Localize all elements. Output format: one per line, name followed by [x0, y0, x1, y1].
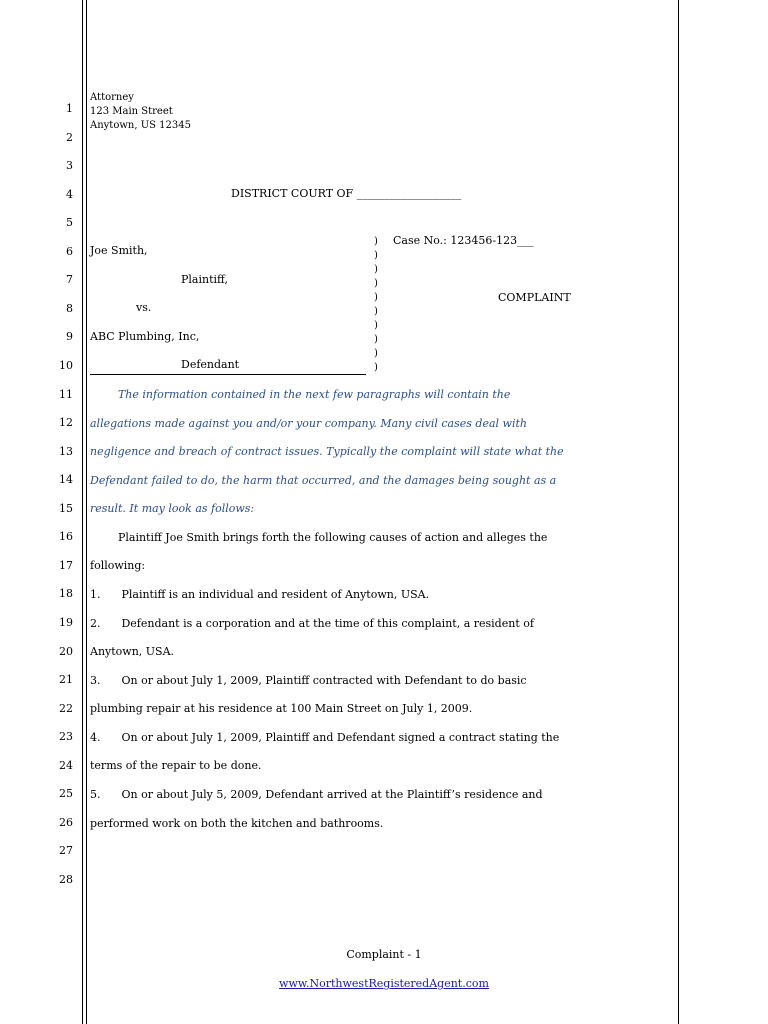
body-line: 5. On or about July 5, 2009, Defendant arrived at the Plaintiff’s residence and — [90, 788, 543, 801]
caption-underline — [90, 374, 366, 375]
body-line: 1. Plaintiff is an individual and resident of Anytown, USA. — [90, 588, 430, 601]
attorney-line: Anytown, US 12345 — [90, 120, 191, 131]
line-number: 21 — [59, 673, 73, 686]
line-number: 3 — [66, 159, 73, 172]
intro-line: result. It may look as follows: — [90, 502, 255, 515]
caption-paren: ) — [374, 320, 378, 331]
intro-line: The information contained in the next few paragraphs will contain the — [90, 388, 511, 401]
line-number: 2 — [66, 131, 73, 144]
defendant-label: Defendant — [181, 358, 240, 371]
caption-paren: ) — [374, 292, 378, 303]
line-number: 10 — [59, 359, 73, 372]
line-number: 1 — [66, 102, 73, 115]
line-number: 15 — [59, 502, 73, 515]
line-number: 16 — [59, 530, 73, 543]
line-number: 6 — [66, 245, 73, 258]
caption-paren: ) — [374, 306, 378, 317]
line-number: 13 — [59, 445, 73, 458]
caption-paren: ) — [374, 348, 378, 359]
line-number: 14 — [59, 473, 73, 486]
line-number: 9 — [66, 330, 73, 343]
line-number: 25 — [59, 787, 73, 800]
document-type-title: COMPLAINT — [498, 291, 571, 304]
footer-link-row — [0, 977, 768, 991]
website-link[interactable]: www.NorthwestRegisteredAgent.com — [279, 977, 489, 990]
caption-paren: ) — [374, 264, 378, 275]
line-number: 24 — [59, 759, 73, 772]
line-number: 26 — [59, 816, 73, 829]
line-number: 4 — [66, 188, 73, 201]
caption-paren: ) — [374, 250, 378, 261]
line-number: 23 — [59, 730, 73, 743]
line-number: 11 — [59, 388, 73, 401]
caption-paren: ) — [374, 362, 378, 373]
body-line: plumbing repair at his residence at 100 Main Street on July 1, 2009. — [90, 702, 473, 715]
line-number: 28 — [59, 873, 73, 886]
left-margin-rule-inner — [86, 0, 87, 1024]
caption-paren: ) — [374, 236, 378, 247]
body-line: Anytown, USA. — [90, 645, 175, 658]
attorney-line: 123 Main Street — [90, 106, 173, 117]
line-number: 17 — [59, 559, 73, 572]
intro-line: Defendant failed to do, the harm that occurred, and the damages being sought as a — [90, 474, 557, 487]
line-number: 27 — [59, 844, 73, 857]
body-line: following: — [90, 559, 146, 572]
page-footer-label: Complaint - 1 — [346, 948, 422, 961]
line-number: 8 — [66, 302, 73, 315]
caption-paren: ) — [374, 278, 378, 289]
attorney-line: Attorney — [90, 92, 134, 103]
plaintiff-name: Joe Smith, — [90, 244, 148, 257]
line-number: 22 — [59, 702, 73, 715]
body-line: 4. On or about July 1, 2009, Plaintiff and Defendant signed a contract stating the — [90, 731, 560, 744]
right-margin-rule — [678, 0, 679, 1024]
caption-paren: ) — [374, 334, 378, 345]
case-number: Case No.: 123456-123___ — [393, 234, 534, 247]
body-line: Plaintiff Joe Smith brings forth the following causes of action and alleges the — [90, 531, 548, 544]
plaintiff-label: Plaintiff, — [181, 273, 228, 286]
defendant-name: ABC Plumbing, Inc, — [90, 330, 200, 343]
court-title: DISTRICT COURT OF ___________________ — [231, 187, 462, 200]
body-line: performed work on both the kitchen and bathrooms. — [90, 817, 384, 830]
intro-line: allegations made against you and/or your company. Many civil cases deal with — [90, 417, 527, 430]
line-number: 5 — [66, 216, 73, 229]
body-line: 2. Defendant is a corporation and at the time of this complaint, a resident of — [90, 617, 534, 630]
left-margin-rule-outer — [82, 0, 83, 1024]
line-number: 7 — [66, 273, 73, 286]
line-number: 19 — [59, 616, 73, 629]
line-number: 20 — [59, 645, 73, 658]
line-number: 12 — [59, 416, 73, 429]
body-line: 3. On or about July 1, 2009, Plaintiff contracted with Defendant to do basic — [90, 674, 527, 687]
line-number: 18 — [59, 587, 73, 600]
intro-line: negligence and breach of contract issues. Typically the complaint will state what the — [90, 445, 564, 458]
body-line: terms of the repair to be done. — [90, 759, 262, 772]
versus-label: vs. — [136, 301, 152, 314]
